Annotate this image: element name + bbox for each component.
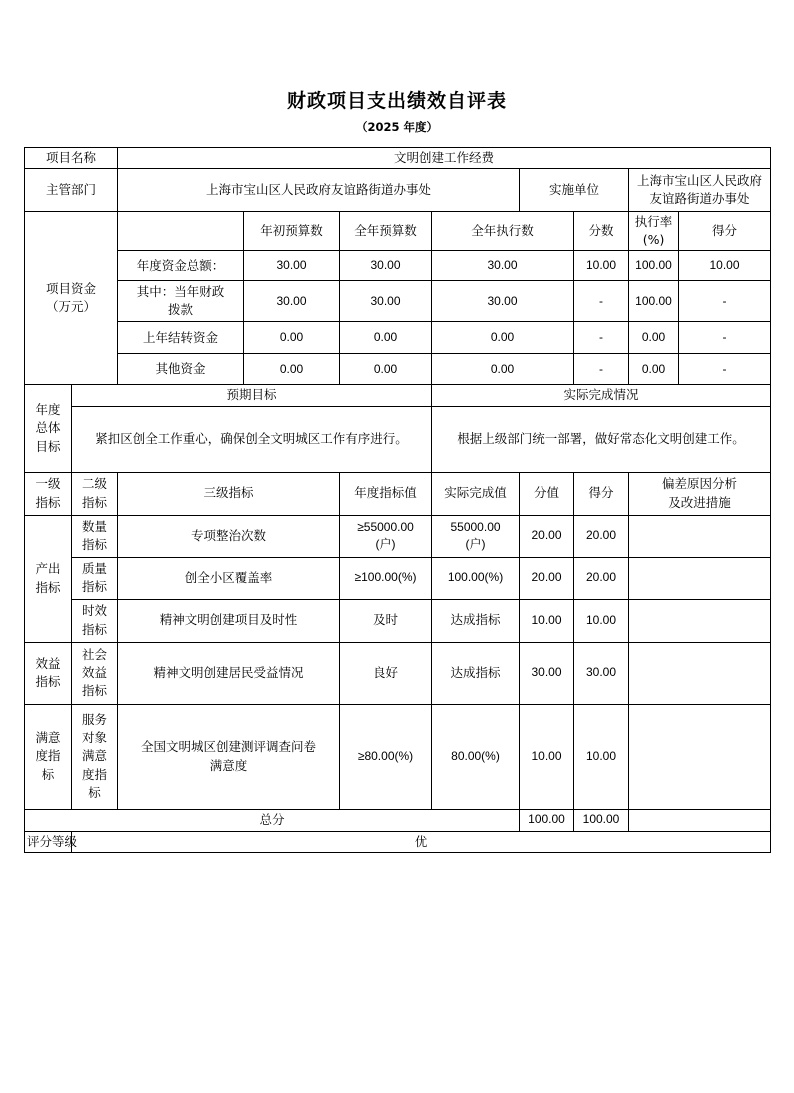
impl-unit-label: 实施单位 [520, 169, 629, 212]
lvl1-header: 一级 指标 [25, 472, 72, 515]
funds-initial: 0.00 [244, 322, 340, 354]
funds-exec: 30.00 [432, 251, 574, 281]
indicator-lvl1: 产出 指标 [25, 515, 72, 642]
indicator-score: 10.00 [574, 704, 629, 809]
indicator-weight: 20.00 [520, 515, 574, 557]
deviation-header: 偏差原因分析 及改进措施 [629, 472, 771, 515]
indicator-lvl3: 精神文明创建居民受益情况 [118, 642, 340, 704]
score-header: 得分 [574, 472, 629, 515]
indicator-target: 及时 [340, 599, 432, 642]
funds-exec: 30.00 [432, 281, 574, 322]
funds-exec: 0.00 [432, 354, 574, 385]
page-subtitle: （2025 年度） [355, 120, 438, 134]
funds-rate: 0.00 [629, 354, 679, 385]
lvl3-header: 三级指标 [118, 472, 340, 515]
indicator-lvl3: 创全小区覆盖率 [118, 557, 340, 599]
indicator-weight: 30.00 [520, 642, 574, 704]
actual-value-header: 实际完成值 [432, 472, 520, 515]
indicator-lvl3: 专项整治次数 [118, 515, 340, 557]
indicator-target: 良好 [340, 642, 432, 704]
goals-label: 年度 总体 目标 [25, 385, 72, 472]
funds-initial: 0.00 [244, 354, 340, 385]
indicator-row [25, 515, 771, 557]
col-score-value: 分数 [574, 212, 629, 251]
funds-label: 项目资金 （万元） [25, 212, 118, 385]
indicator-row [25, 704, 771, 809]
indicator-lvl2: 社会 效益 指标 [72, 642, 118, 704]
funds-score: - [679, 322, 771, 354]
indicator-actual: 达成指标 [432, 599, 520, 642]
funds-row [25, 281, 771, 322]
indicator-actual: 100.00(%) [432, 557, 520, 599]
grade-value: 优 [72, 831, 771, 852]
indicator-row [25, 599, 771, 642]
funds-row-label: 其他资金 [118, 354, 244, 385]
funds-rate: 0.00 [629, 322, 679, 354]
indicator-lvl2: 质量 指标 [72, 557, 118, 599]
funds-score: 10.00 [679, 251, 771, 281]
indicator-target: ≥100.00(%) [340, 557, 432, 599]
col-score: 得分 [679, 212, 771, 251]
indicator-weight: 20.00 [520, 557, 574, 599]
indicator-lvl2: 服务 对象 满意 度指 标 [72, 704, 118, 809]
funds-score: - [679, 281, 771, 322]
weight-header: 分值 [520, 472, 574, 515]
indicator-lvl3: 精神文明创建项目及时性 [118, 599, 340, 642]
indicator-score: 20.00 [574, 557, 629, 599]
indicator-actual: 达成指标 [432, 642, 520, 704]
funds-full: 0.00 [340, 354, 432, 385]
indicator-lvl1: 效益 指标 [25, 642, 72, 704]
indicator-deviation [629, 599, 771, 642]
project-name-value: 文明创建工作经费 [118, 148, 771, 169]
dept-label: 主管部门 [25, 169, 118, 212]
indicator-deviation [629, 704, 771, 809]
col-initial-budget: 年初预算数 [244, 212, 340, 251]
col-exec-rate: 执行率(%) [629, 212, 679, 251]
impl-unit-value: 上海市宝山区人民政府友谊路街道办事处 [629, 169, 771, 212]
col-full-exec: 全年执行数 [432, 212, 574, 251]
total-deviation-blank [629, 809, 771, 831]
funds-row [25, 354, 771, 385]
grade-label: 评分等级 [25, 831, 72, 852]
funds-full: 30.00 [340, 281, 432, 322]
indicator-target: ≥55000.00 (户) [340, 515, 432, 557]
funds-weight: - [574, 354, 629, 385]
annual-value-header: 年度指标值 [340, 472, 432, 515]
evaluation-table [24, 147, 771, 853]
indicator-row [25, 642, 771, 704]
indicator-actual: 80.00(%) [432, 704, 520, 809]
indicator-actual: 55000.00 (户) [432, 515, 520, 557]
funds-weight: 10.00 [574, 251, 629, 281]
indicator-lvl2: 时效 指标 [72, 599, 118, 642]
funds-score: - [679, 354, 771, 385]
funds-row-label: 上年结转资金 [118, 322, 244, 354]
funds-row-label: 其中：当年财政 拨款 [118, 281, 244, 322]
funds-rate: 100.00 [629, 251, 679, 281]
col-full-budget: 全年预算数 [340, 212, 432, 251]
funds-full: 0.00 [340, 322, 432, 354]
funds-exec: 0.00 [432, 322, 574, 354]
indicator-deviation [629, 642, 771, 704]
actual-completion-text: 根据上级部门统一部署，做好常态化文明创建工作。 [432, 406, 771, 472]
funds-row [25, 251, 771, 281]
funds-weight: - [574, 281, 629, 322]
actual-completion-label: 实际完成情况 [432, 385, 771, 406]
indicator-score: 20.00 [574, 515, 629, 557]
total-score: 100.00 [574, 809, 629, 831]
funds-initial: 30.00 [244, 281, 340, 322]
indicator-score: 30.00 [574, 642, 629, 704]
indicator-score: 10.00 [574, 599, 629, 642]
indicator-target: ≥80.00(%) [340, 704, 432, 809]
project-name-label: 项目名称 [25, 148, 118, 169]
funds-row [25, 322, 771, 354]
funds-initial: 30.00 [244, 251, 340, 281]
indicator-weight: 10.00 [520, 704, 574, 809]
indicator-lvl3: 全国文明城区创建测评调查问卷 满意度 [118, 704, 340, 809]
expected-goal-text: 紧扣区创全工作重心，确保创全文明城区工作有序进行。 [72, 406, 432, 472]
funds-row-label: 年度资金总额： [118, 251, 244, 281]
indicator-row [25, 557, 771, 599]
funds-full: 30.00 [340, 251, 432, 281]
funds-blank-header [118, 212, 244, 251]
funds-rate: 100.00 [629, 281, 679, 322]
dept-value: 上海市宝山区人民政府友谊路街道办事处 [118, 169, 520, 212]
expected-goal-label: 预期目标 [72, 385, 432, 406]
lvl2-header: 二级 指标 [72, 472, 118, 515]
page-title: 财政项目支出绩效自评表 [286, 90, 507, 112]
total-label: 总分 [25, 809, 520, 831]
indicator-weight: 10.00 [520, 599, 574, 642]
funds-weight: - [574, 322, 629, 354]
indicator-lvl1: 满意 度指 标 [25, 704, 72, 809]
total-weight: 100.00 [520, 809, 574, 831]
indicator-deviation [629, 557, 771, 599]
indicator-lvl2: 数量 指标 [72, 515, 118, 557]
indicator-deviation [629, 515, 771, 557]
